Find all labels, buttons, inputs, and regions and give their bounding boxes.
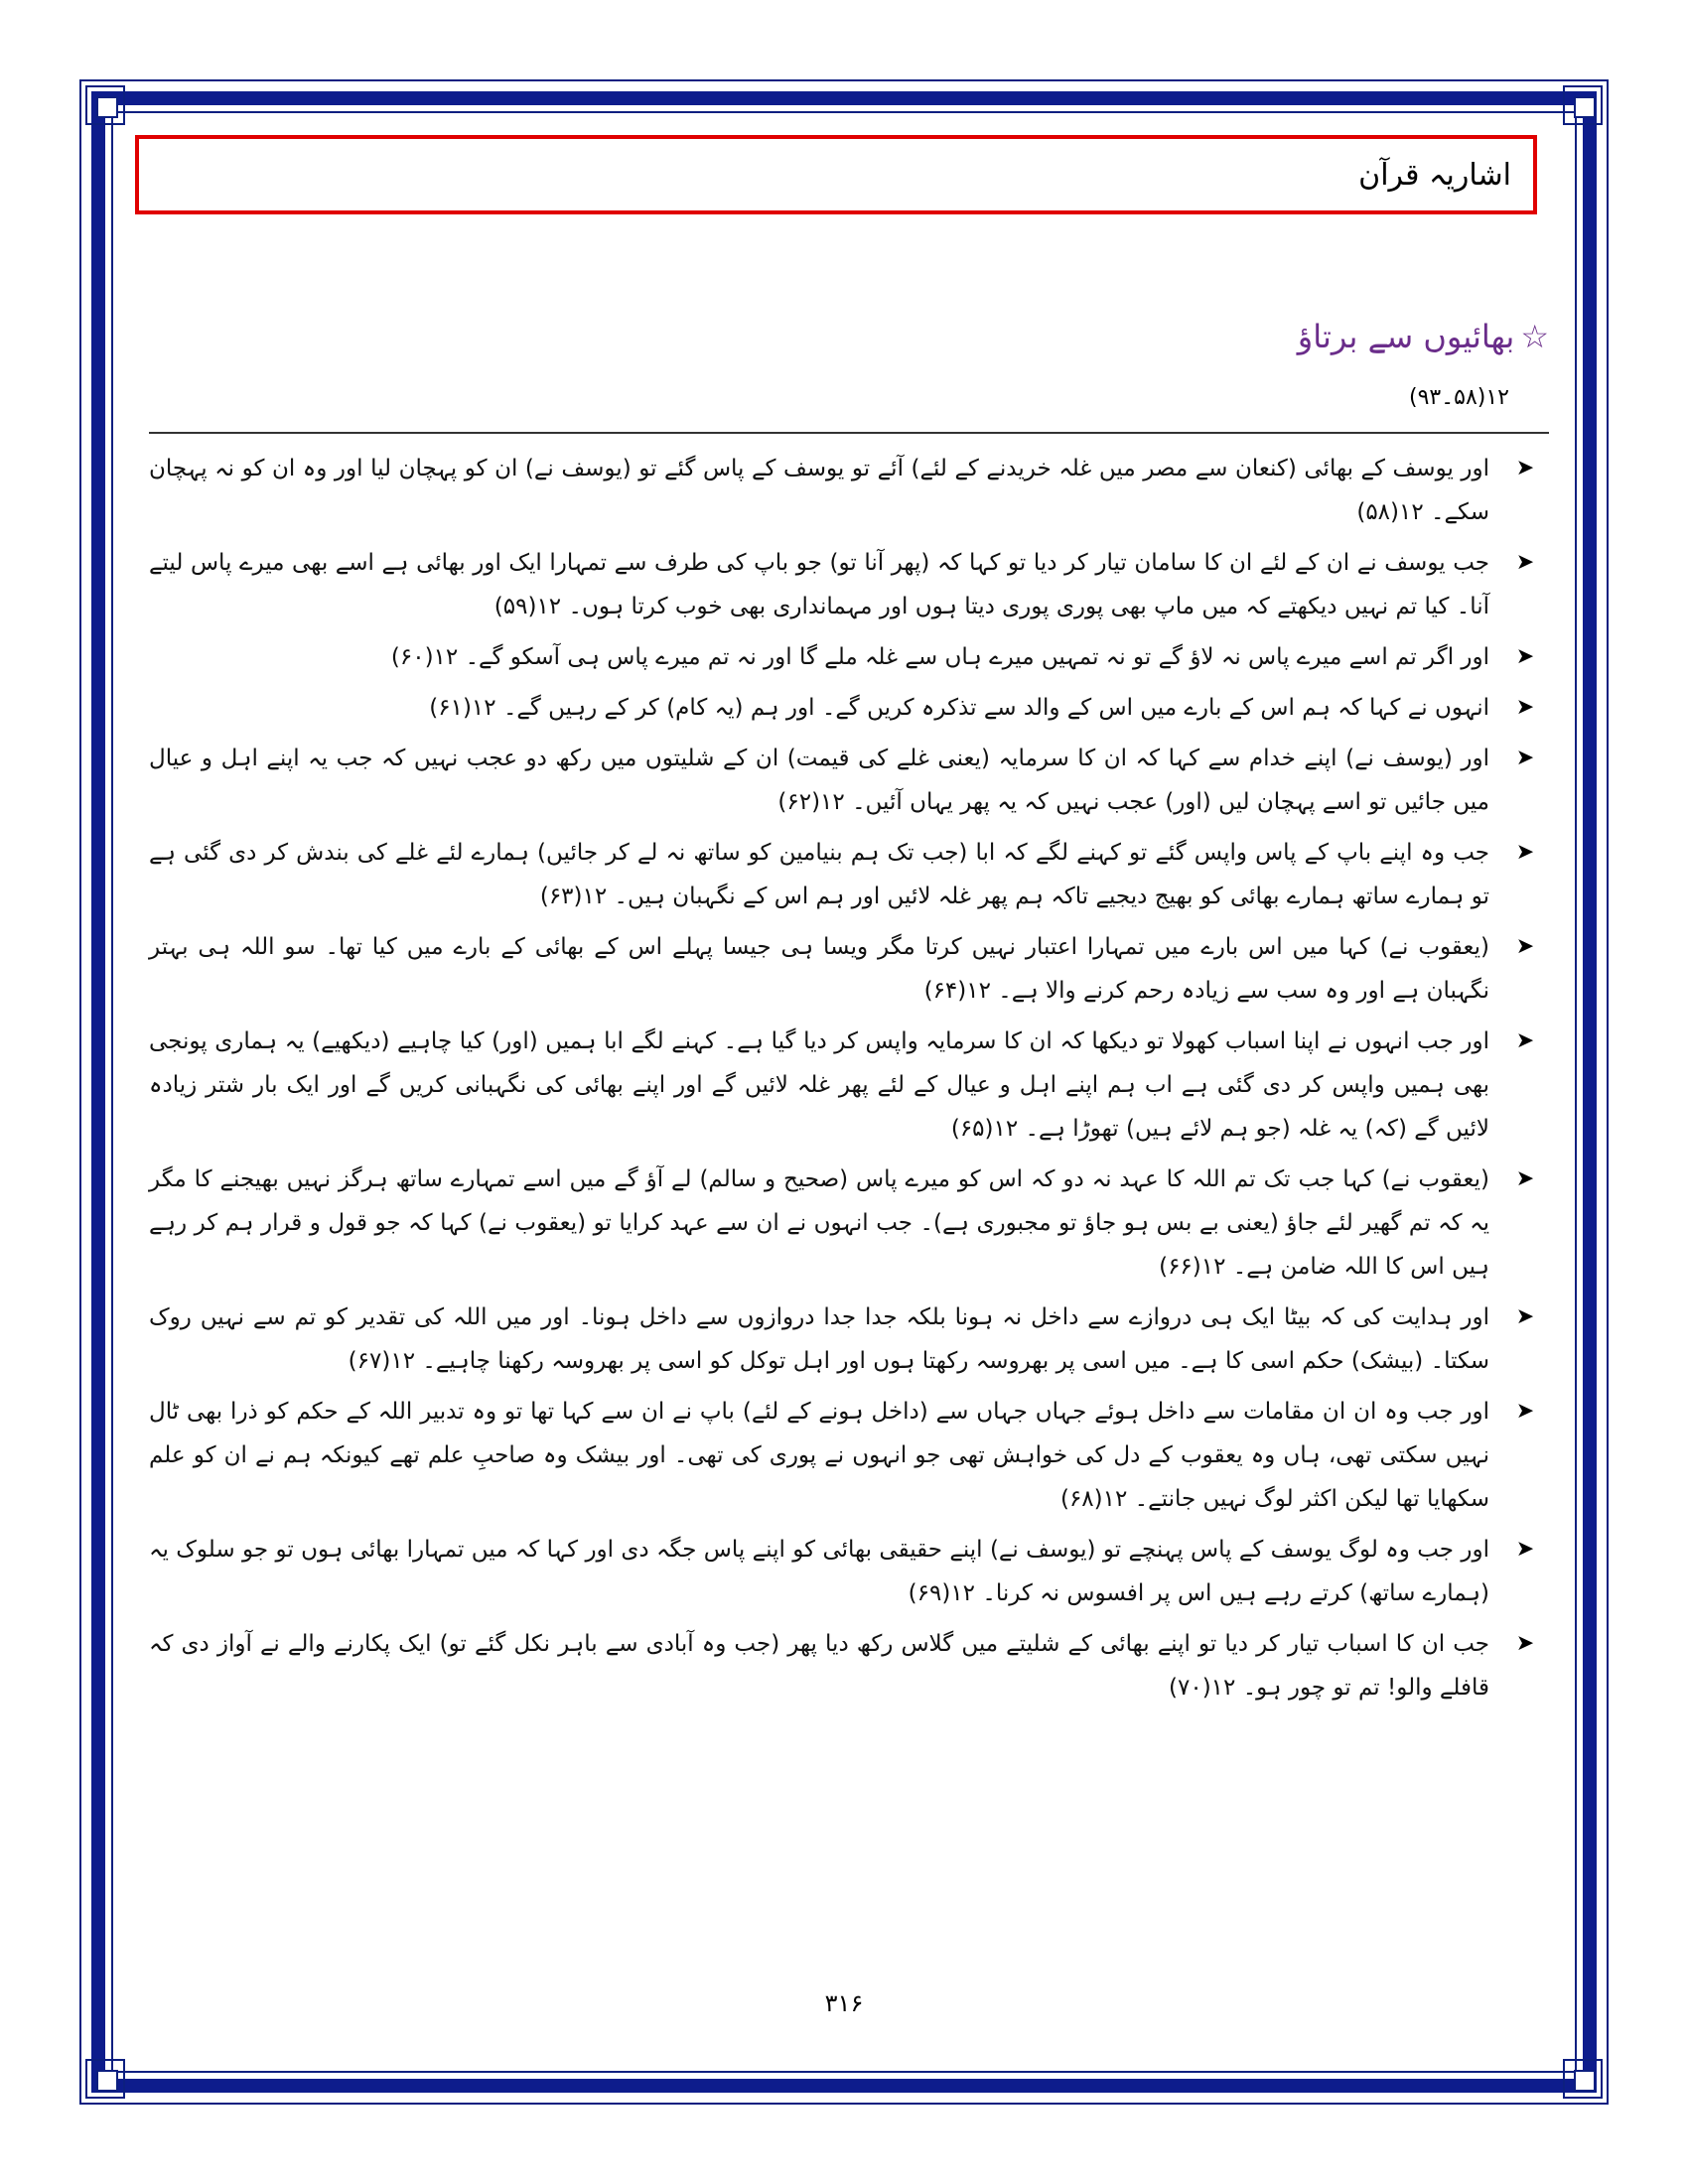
arrow-bullet-icon: ➤ xyxy=(1515,1537,1535,1562)
entry-text: (یعقوب نے) کہا جب تک تم اللہ کا عہد نہ دو کہ اس کو میرے پاس (صحیح و سالم) لے آؤ گے میں اسے تمہارے ساتھ ہرگز نہیں بھیجنے کا مگر یہ کہ تم گھیر لئے جاؤ (یعنی بے بس ہو جاؤ تو مجبوری ہے)۔ جب انہوں نے ان سے عہد کرایا تو (یعقوب نے) کہا کہ جو قول و قرار ہم کر رہے ہیں اس کا اللہ ضامن ہے۔ ۱۲(۶۶) xyxy=(149,1166,1489,1280)
arrow-bullet-icon: ➤ xyxy=(1515,550,1535,575)
entry-text: (یعقوب نے) کہا میں اس بارے میں تمہارا اعتبار نہیں کرتا مگر ویسا ہی جیسا پہلے اس کے بھائی کے بارے میں کیا تھا۔ سو اللہ ہی بہتر نگہبان ہے اور وہ سب سے زیادہ رحم کرنے والا ہے۔ ۱۲(۶۴) xyxy=(149,934,1489,1004)
arrow-bullet-icon: ➤ xyxy=(1515,644,1535,669)
corner-ornament-bottom-left xyxy=(85,2059,125,2099)
arrow-bullet-icon: ➤ xyxy=(1515,695,1535,720)
entry-text: اور جب وہ ان ان مقامات سے داخل ہوئے جہاں جہاں سے (داخل ہونے کے لئے) باپ نے ان سے کہا تھا تو وہ تدبیر اللہ کے حکم کو ذرا بھی ٹال نہیں سکتی تھی، ہاں وہ یعقوب کے دل کی خواہش تھی جو انہوں نے پوری کی تھی۔ اور بیشک وہ صاحبِ علم تھے کیونکہ ہم نے ان کو علم سکھایا تھا لیکن اکثر لوگ نہیں جانتے۔ ۱۲(۶۸) xyxy=(149,1399,1489,1512)
arrow-bullet-icon: ➤ xyxy=(1515,1304,1535,1329)
entry-list xyxy=(149,447,1549,1716)
corner-ornament-top-left xyxy=(85,85,125,125)
arrow-bullet-icon: ➤ xyxy=(1515,1166,1535,1191)
entry-text: جب یوسف نے ان کے لئے ان کا سامان تیار کر دیا تو کہا کہ (پھر آنا تو) جو باپ کی طرف سے تمہارا ایک اور بھائی ہے اسے بھی میرے پاس لیتے آنا۔ کیا تم نہیں دیکھتے کہ میں ماپ بھی پوری پوری دیتا ہوں اور مہمانداری بھی خوب کرتا ہوں۔ ۱۲(۵۹) xyxy=(149,550,1489,619)
header-box xyxy=(135,135,1537,214)
section-divider xyxy=(149,432,1549,434)
list-item xyxy=(149,635,1549,679)
page-number: ۳۱۶ xyxy=(824,1989,864,2017)
corner-ornament-top-right xyxy=(1563,85,1603,125)
list-item xyxy=(149,541,1549,628)
list-item xyxy=(149,925,1549,1013)
entry-text: اور ہدایت کی کہ بیٹا ایک ہی دروازے سے داخل نہ ہونا بلکہ جدا جدا دروازوں سے داخل ہونا۔ اور میں اللہ کی تقدیر کو تم سے نہیں روک سکتا۔ (بیشک) حکم اسی کا ہے۔ میں اسی پر بھروسہ رکھتا ہوں اور اہل توکل کو اسی پر بھروسہ رکھنا چاہیے۔ ۱۲(۶۷) xyxy=(149,1304,1489,1374)
entry-text: جب وہ اپنے باپ کے پاس واپس گئے تو کہنے لگے کہ ابا (جب تک ہم بنیامین کو ساتھ نہ لے کر جائیں) ہمارے لئے غلے کی بندش کر دی گئی ہے تو ہمارے ساتھ ہمارے بھائی کو بھیج دیجیے تاکہ ہم پھر غلہ لائیں اور ہم اس کے نگہبان ہیں۔ ۱۲(۶۳) xyxy=(149,840,1489,909)
entry-text: اور (یوسف نے) اپنے خدام سے کہا کہ ان کا سرمایہ (یعنی غلے کی قیمت) ان کے شلیتوں میں رکھ دو عجب نہیں کہ جب یہ اپنے اہل و عیال میں جائیں تو اسے پہچان لیں (اور) عجب نہیں کہ یہ پھر یہاں آئیں۔ ۱۲(۶۲) xyxy=(149,746,1489,815)
entry-text: انہوں نے کہا کہ ہم اس کے بارے میں اس کے والد سے تذکرہ کریں گے۔ اور ہم (یہ کام) کر کے رہیں گے۔ ۱۲(۶۱) xyxy=(429,695,1489,721)
arrow-bullet-icon: ➤ xyxy=(1515,456,1535,480)
arrow-bullet-icon: ➤ xyxy=(1515,746,1535,770)
star-outline-icon: ☆ xyxy=(1520,318,1549,355)
entry-text: اور جب وہ لوگ یوسف کے پاس پہنچے تو (یوسف نے) اپنے حقیقی بھائی کو اپنے پاس جگہ دی اور کہا کہ میں تمہارا بھائی ہوں تو جو سلوک یہ (ہمارے ساتھ) کرتے رہے ہیں اس پر افسوس نہ کرنا۔ ۱۲(۶۹) xyxy=(149,1537,1489,1606)
arrow-bullet-icon: ➤ xyxy=(1515,1028,1535,1053)
page-title: اشاریہ قرآن xyxy=(1358,157,1511,193)
entry-text: اور یوسف کے بھائی (کنعان سے مصر میں غلہ خریدنے کے لئے) آئے تو یوسف کے پاس گئے تو (یوسف نے) ان کو پہچان لیا اور وہ ان کو نہ پہچان سکے۔ ۱۲(۵۸) xyxy=(149,456,1489,525)
arrow-bullet-icon: ➤ xyxy=(1515,840,1535,865)
arrow-bullet-icon: ➤ xyxy=(1515,1399,1535,1424)
list-item xyxy=(149,1158,1549,1289)
corner-ornament-bottom-right xyxy=(1563,2059,1603,2099)
section-reference: ۱۲(۵۸۔۹۳) xyxy=(1409,385,1509,410)
list-item xyxy=(149,447,1549,534)
list-item xyxy=(149,737,1549,824)
list-item xyxy=(149,831,1549,918)
list-item xyxy=(149,1528,1549,1615)
list-item xyxy=(149,1296,1549,1383)
section-title xyxy=(1298,318,1549,355)
arrow-bullet-icon: ➤ xyxy=(1515,1631,1535,1656)
entry-text: اور اگر تم اسے میرے پاس نہ لاؤ گے تو نہ تمہیں میرے ہاں سے غلہ ملے گا اور نہ تم میرے پاس ہی آسکو گے۔ ۱۲(۶۰) xyxy=(390,644,1489,670)
entry-text: اور جب انہوں نے اپنا اسباب کھولا تو دیکھا کہ ان کا سرمایہ واپس کر دیا گیا ہے۔ کہنے لگے ابا ہمیں (اور) کیا چاہیے (دیکھیے) یہ ہماری پونجی بھی ہمیں واپس کر دی گئی ہے اب ہم اپنے اہل و عیال کے لئے پھر غلہ لائیں گے اور اپنے بھائی کی نگہبانی کریں گے اور ایک بار شتر زیادہ لائیں گے (کہ) یہ غلہ (جو ہم لائے ہیں) تھوڑا ہے۔ ۱۲(۶۵) xyxy=(149,1028,1489,1142)
entry-text: جب ان کا اسباب تیار کر دیا تو اپنے بھائی کے شلیتے میں گلاس رکھ دیا پھر (جب وہ آبادی سے باہر نکل گئے تو) ایک پکارنے والے نے آواز دی کہ قافلے والو! تم تو چور ہو۔ ۱۲(۷۰) xyxy=(149,1631,1489,1701)
list-item xyxy=(149,1020,1549,1151)
list-item xyxy=(149,1390,1549,1521)
list-item xyxy=(149,1622,1549,1709)
arrow-bullet-icon: ➤ xyxy=(1515,934,1535,959)
list-item xyxy=(149,686,1549,730)
section-title-text: بھائیوں سے برتاؤ xyxy=(1297,318,1515,355)
